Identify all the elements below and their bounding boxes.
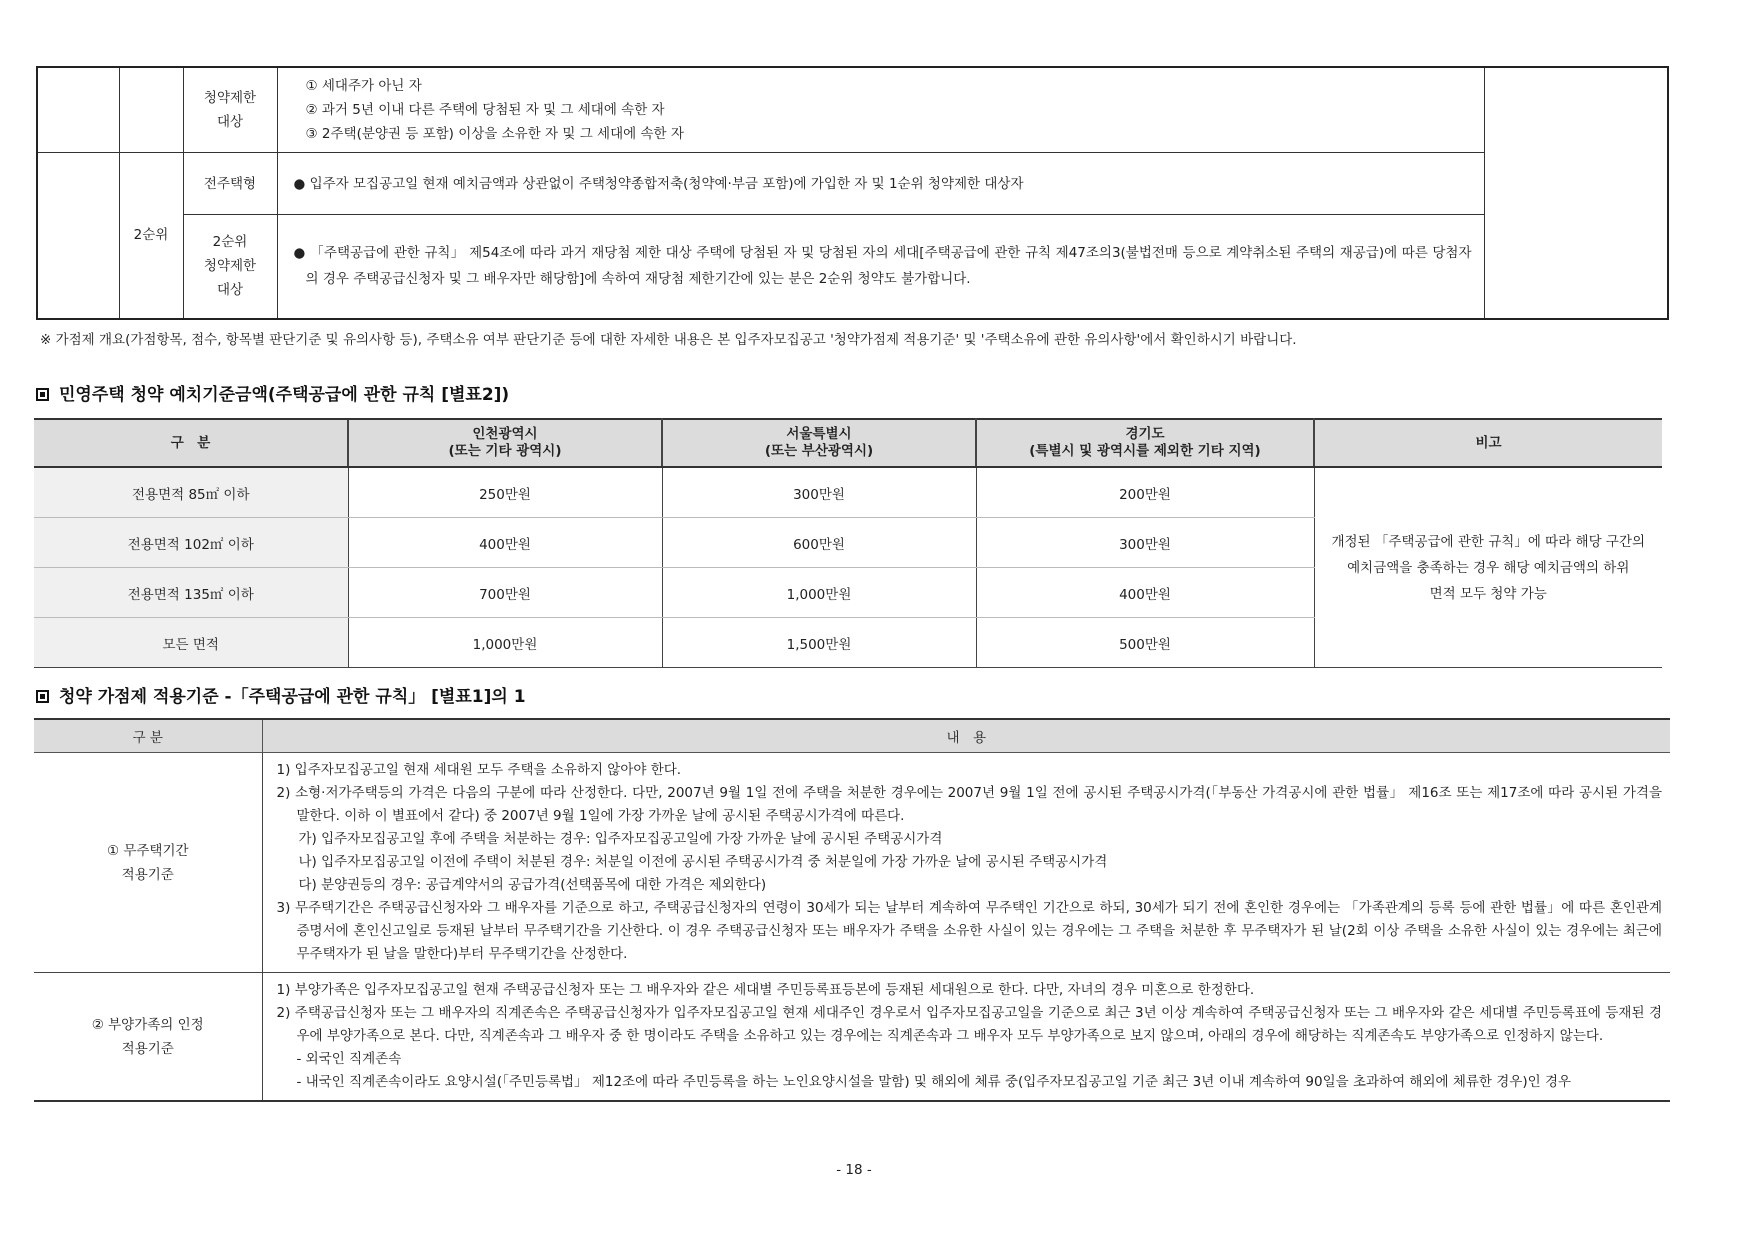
content-cell bbox=[262, 753, 1670, 973]
value-cell: 500만원 bbox=[976, 618, 1314, 668]
category-cell: ② 부양가족의 인정 적용기준 bbox=[34, 973, 262, 1102]
column-header: 비고 bbox=[1314, 419, 1662, 467]
value-cell: 200만원 bbox=[976, 467, 1314, 518]
sub-item: 다) 분양권등의 경우: 공급계약서의 공급가격(선택품목에 대한 가격은 제외한다) bbox=[298, 877, 767, 893]
list-item: ① 세대주가 아닌 자 bbox=[305, 78, 422, 94]
subcategory-label: 청약제한 대상 bbox=[203, 90, 257, 130]
column-header: 서울특별시 (또는 부산광역시) bbox=[662, 419, 976, 467]
deposit-table bbox=[34, 418, 1662, 668]
area-cell: 전용면적 135㎡ 이하 bbox=[34, 568, 348, 618]
column-header: 구 분 bbox=[34, 719, 262, 753]
area-cell: 모든 면적 bbox=[34, 618, 348, 668]
column-header: 구 분 bbox=[34, 419, 348, 467]
value-cell: 300만원 bbox=[662, 467, 976, 518]
content-cell bbox=[262, 973, 1670, 1102]
value-cell: 1,000만원 bbox=[662, 568, 976, 618]
subcategory-cell bbox=[183, 153, 277, 215]
value-cell: 300만원 bbox=[976, 518, 1314, 568]
list-item: 1) 입주자모집공고일 현재 세대원 모두 주택을 소유하지 않아야 한다. bbox=[276, 762, 682, 778]
subcategory-label: 전주택형 bbox=[203, 175, 257, 192]
sub-item: 가) 입주자모집공고일 후에 주택을 처분하는 경우: 입주자모집공고일에 가장 가까운 날에 공시된 주택공시가격 bbox=[298, 831, 943, 847]
content-cell bbox=[277, 67, 1484, 153]
column-header: 경기도 (특별시 및 광역시를 제외한 기타 지역) bbox=[976, 419, 1314, 467]
criteria-table bbox=[34, 718, 1670, 1102]
value-cell: 400만원 bbox=[976, 568, 1314, 618]
section-title: 민영주택 청약 예치기준금액(주택공급에 관한 규칙 [별표2]) bbox=[36, 380, 509, 405]
section-title: 청약 가점제 적용기준 -「주택공급에 관한 규칙」 [별표1]의 1 bbox=[36, 682, 526, 707]
value-cell: 1,000만원 bbox=[348, 618, 662, 668]
area-cell: 전용면적 85㎡ 이하 bbox=[34, 467, 348, 518]
value-cell: 1,500만원 bbox=[662, 618, 976, 668]
value-cell: 700만원 bbox=[348, 568, 662, 618]
bullet-item: ● 「주택공급에 관한 규칙」 제54조에 따라 과거 재당첨 제한 대상 주택에 당첨된 자 및 당첨된 자의 세대[주택공급에 관한 규칙 제47조의3(불법전매 등으로 계약취소된 주택의 재공급)에 따른 당첨자의 경우 주택공급신청자 및 그 배우자만 해당함]에 속하여 재당첨 제한기간에 있는 분은 2순위 청약도 불가합니다. bbox=[293, 245, 1472, 288]
list-item: 2) 소형·저가주택등의 가격은 다음의 구분에 따라 산정한다. 다만, 2007년 9월 1일 전에 주택을 처분한 경우에는 2007년 9월 1일 전에 공시된 주택공시가격(「부동산 가격공시에 관한 법률」 제16조 또는 제17조에 따라 공시된 가격을 말한다. 이하 이 별표에서 같다) 중 2007년 9월 1일에 가장 가까운 날에 공시된 주택공시가격에 따른다. bbox=[276, 785, 1662, 824]
table-row bbox=[37, 215, 1668, 319]
subcategory-cell bbox=[183, 215, 277, 319]
table-row bbox=[34, 467, 1662, 518]
table-header-row bbox=[34, 419, 1662, 467]
table-row bbox=[37, 153, 1668, 215]
area-cell: 전용면적 102㎡ 이하 bbox=[34, 518, 348, 568]
column-header: 내 용 bbox=[262, 719, 1670, 753]
footnote: ※ 가점제 개요(가점항목, 점수, 항목별 판단기준 및 유의사항 등), 주택소유 여부 판단기준 등에 대한 자세한 내용은 본 입주자모집공고 '청약가점제 적용기준' 및 '주택소유에 관한 유의사항'에서 확인하시기 바랍니다. bbox=[40, 332, 1297, 348]
value-cell: 400만원 bbox=[348, 518, 662, 568]
dash-item: - 외국인 직계존속 bbox=[296, 1051, 402, 1067]
list-item: 2) 주택공급신청자 또는 그 배우자의 직계존속은 주택공급신청자가 입주자모집공고일 현재 세대주인 경우로서 입주자모집공고일을 기준으로 최근 3년 이상 계속하여 주택공급신청자 또는 그 배우자와 같은 세대별 주민등록표에 등재된 경우에 부양가족으로 본다. 다만, 직계존속과 그 배우자 중 한 명이라도 주택을 소유하고 있는 경우에는 직계존속과 그 배우자 모두 부양가족으로 보지 않으며, 아래의 경우에 해당하는 직계존속도 부양가족으로 인정하지 않는다. bbox=[276, 1005, 1662, 1044]
category-cell bbox=[119, 153, 183, 319]
page-number: - 18 - bbox=[836, 1162, 872, 1178]
sub-item: 나) 입주자모집공고일 이전에 주택이 처분된 경우: 처분일 이전에 공시된 주택공시가격 중 처분일에 가장 가까운 날에 공시된 주택공시가격 bbox=[298, 854, 1108, 870]
column-header: 인천광역시 (또는 기타 광역시) bbox=[348, 419, 662, 467]
list-item: 1) 부양가족은 입주자모집공고일 현재 주택공급신청자 또는 그 배우자와 같은 세대별 주민등록표등본에 등재된 세대원으로 한다. 다만, 자녀의 경우 미혼으로 한정한다. bbox=[276, 982, 1255, 998]
category-label: 2순위 bbox=[133, 227, 169, 244]
value-cell: 250만원 bbox=[348, 467, 662, 518]
subcategory-label: 2순위 청약제한 대상 bbox=[203, 234, 257, 299]
section-square-icon bbox=[36, 690, 49, 703]
table-row bbox=[37, 67, 1668, 153]
list-item: ③ 2주택(분양권 등 포함) 이상을 소유한 자 및 그 세대에 속한 자 bbox=[305, 126, 684, 142]
eligibility-table bbox=[36, 66, 1669, 320]
content-cell bbox=[277, 153, 1484, 215]
list-item: 3) 무주택기간은 주택공급신청자와 그 배우자를 기준으로 하고, 주택공급신청자의 연령이 30세가 되는 날부터 계속하여 무주택인 기간으로 하되, 30세가 되기 전에 혼인한 경우에는 「가족관계의 등록 등에 관한 법률」에 따른 혼인관계증명서에 혼인신고일로 등재된 날부터 무주택기간을 기산한다. 이 경우 주택공급신청자 또는 배우자가 주택을 소유한 사실이 있는 경우에는 그 주택을 처분한 후 무주택자가 된 날(2회 이상 주택을 소유한 사실이 있는 경우에는 최근에 무주택자가 된 날을 말한다)부터 무주택기간을 산정한다. bbox=[276, 900, 1662, 962]
subcategory-cell bbox=[183, 67, 277, 153]
remark-cell: 개정된 「주택공급에 관한 규칙」에 따라 해당 구간의 예치금액을 충족하는 경우 해당 예치금액의 하위 면적 모두 청약 가능 bbox=[1314, 467, 1662, 668]
value-cell: 600만원 bbox=[662, 518, 976, 568]
section-square-icon bbox=[36, 388, 49, 401]
list-item: ② 과거 5년 이내 다른 주택에 당첨된 자 및 그 세대에 속한 자 bbox=[305, 102, 665, 118]
table-row bbox=[34, 753, 1670, 973]
category-cell: ① 무주택기간 적용기준 bbox=[34, 753, 262, 973]
dash-item: - 내국인 직계존속이라도 요양시설(「주민등록법」 제12조에 따라 주민등록을 하는 노인요양시설을 말함) 및 해외에 체류 중(입주자모집공고일 기준 최근 3년 이내 계속하여 90일을 초과하여 해외에 체류한 경우)인 경우 bbox=[296, 1074, 1572, 1090]
content-cell bbox=[277, 215, 1484, 319]
table-header-row bbox=[34, 719, 1670, 753]
table-row bbox=[34, 973, 1670, 1102]
bullet-item: ● 입주자 모집공고일 현재 예치금액과 상관없이 주택청약종합저축(청약예·부금 포함)에 가입한 자 및 1순위 청약제한 대상자 bbox=[293, 175, 1024, 192]
